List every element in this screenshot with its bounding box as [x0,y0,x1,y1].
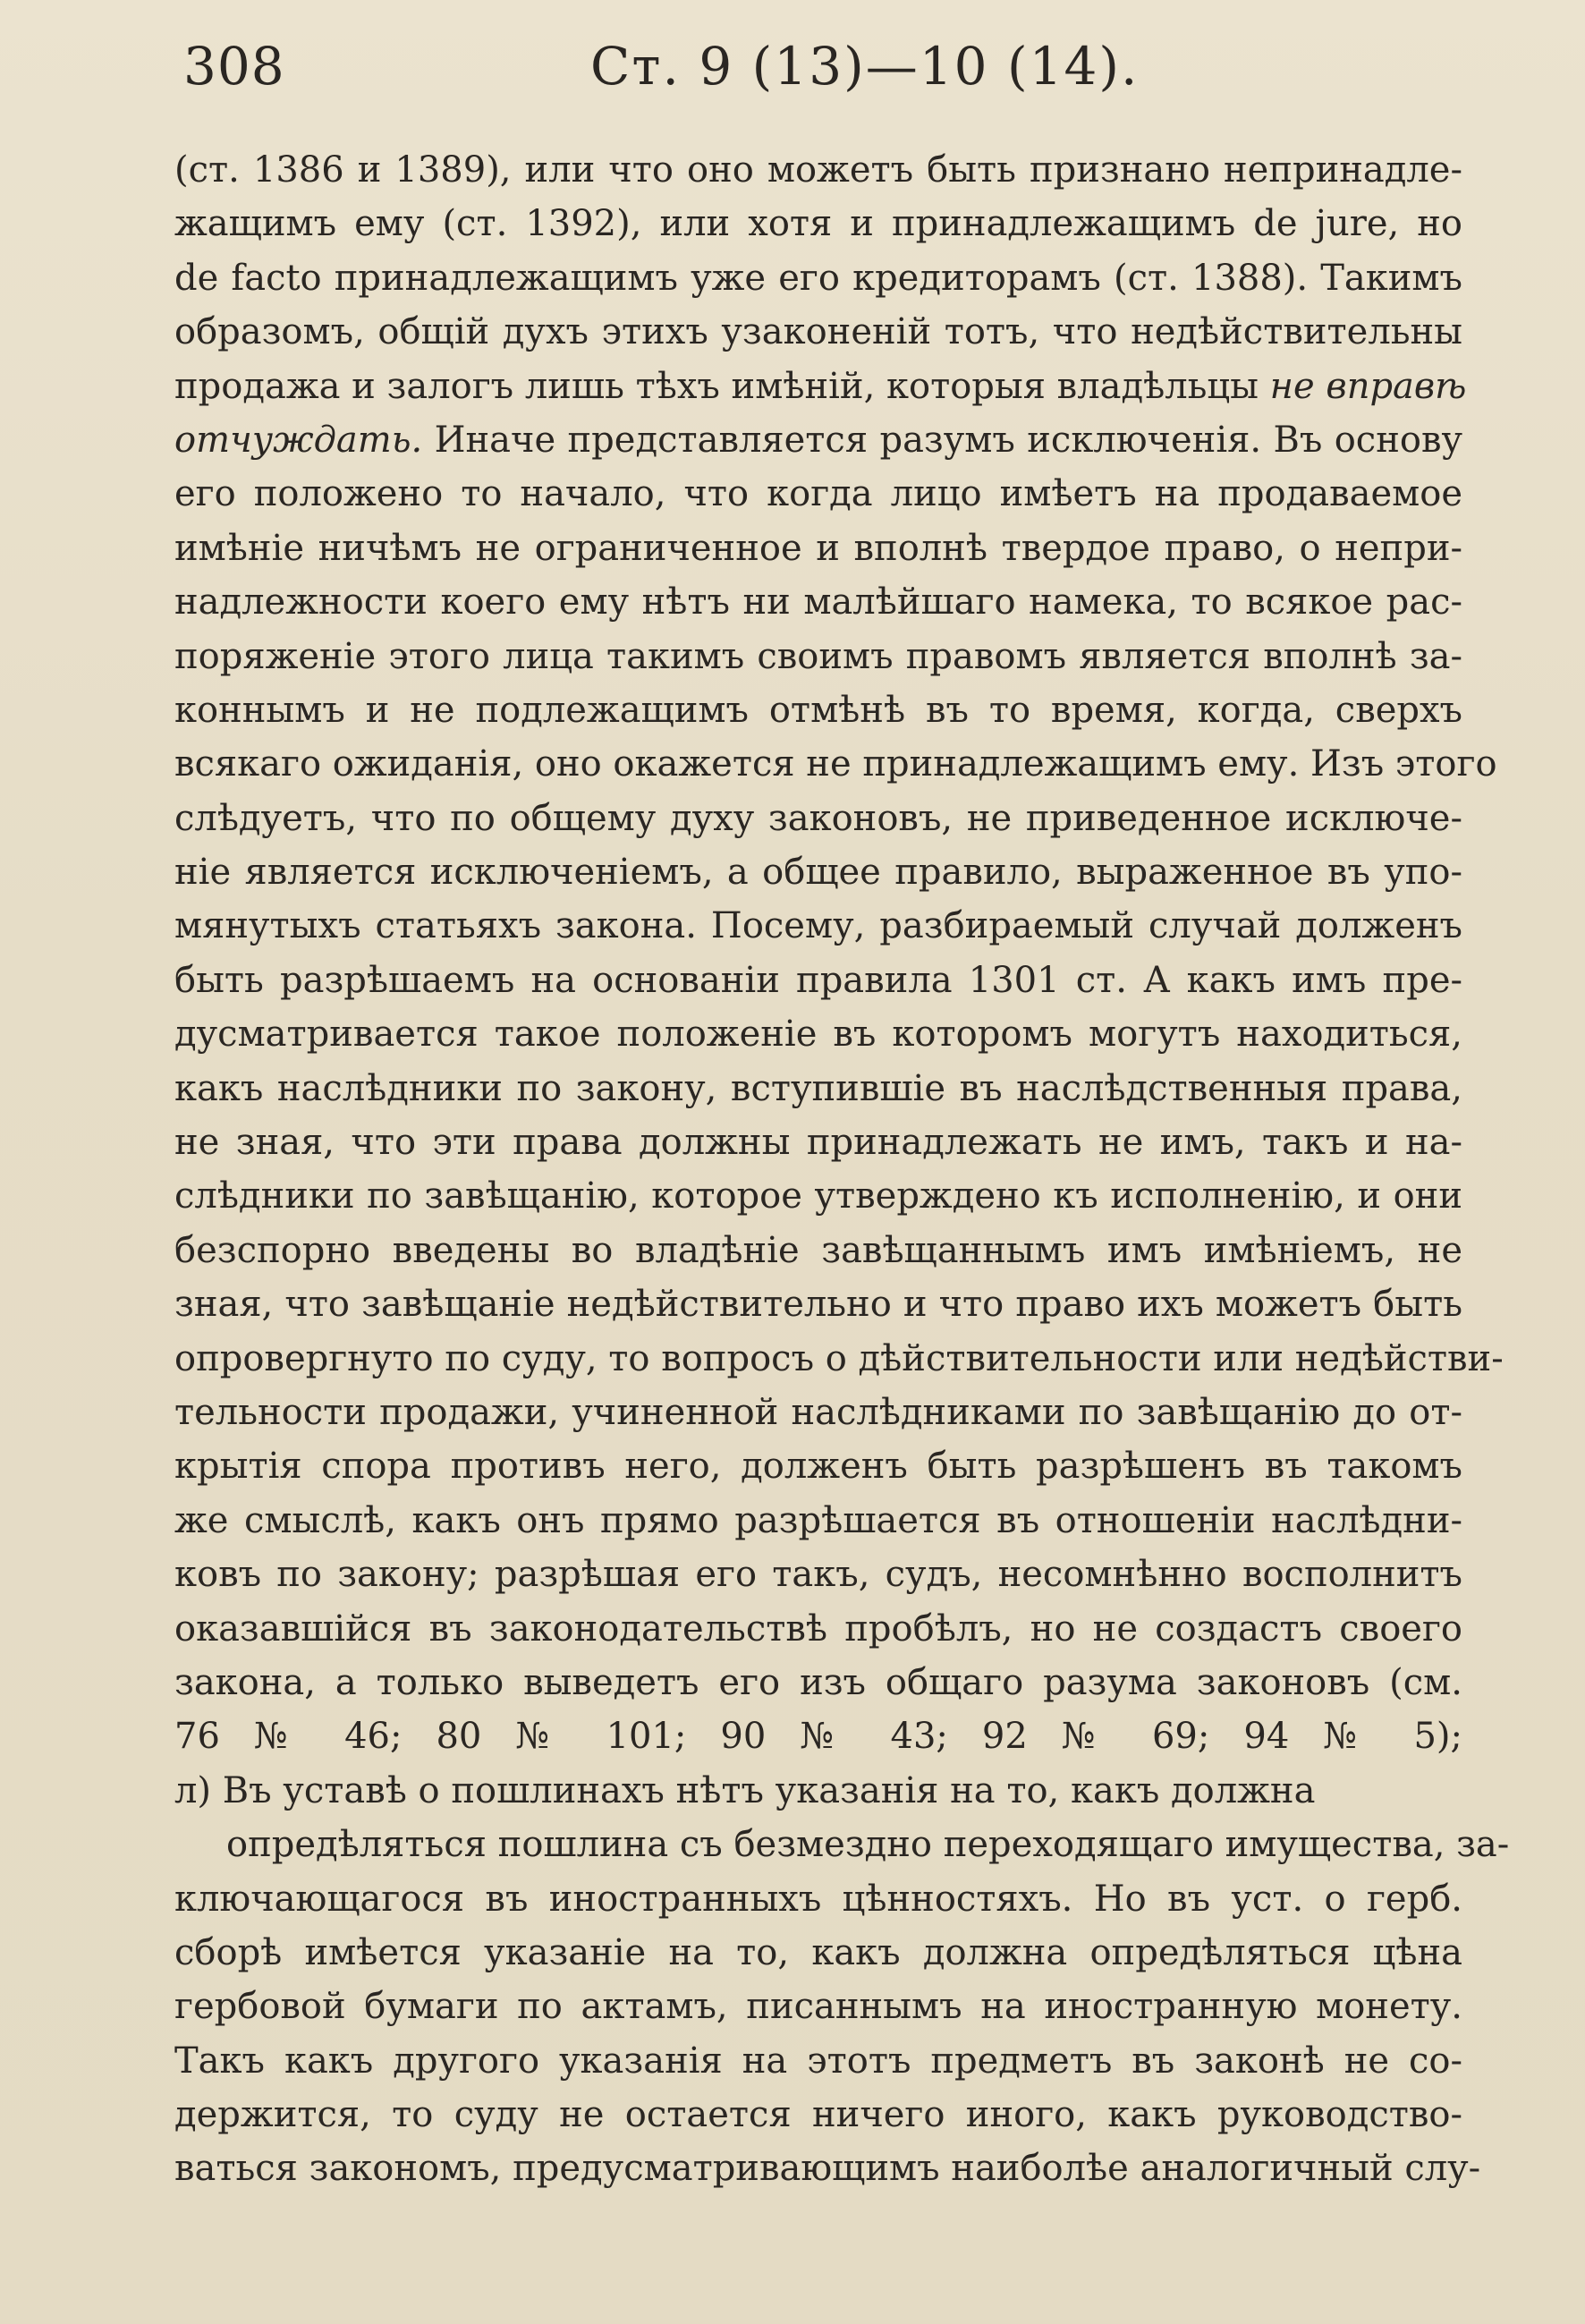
text-segment: продажа и залогъ лишь тѣхъ имѣній, которыя владѣльцы [174,365,1259,407]
text-line: ніе является исключеніемъ, а общее правило, выраженное въ упо- [174,852,1462,894]
text-line: de facto принадлежащимъ уже его кредиторамъ (ст. 1388). Такимъ [174,257,1462,299]
text-line: быть разрѣшаемъ на основаніи правила 1301 ст. А какъ имъ пре- [174,959,1462,1001]
text-line: опровергнуто по суду, то вопросъ о дѣйствительности или недѣйстви- [174,1337,1504,1379]
text-line: ключающагося въ иностранныхъ цѣнностяхъ. Но въ уст. о герб. [174,1878,1462,1920]
text-line: его положено то начало, что когда лицо имѣетъ на продаваемое [174,473,1462,515]
text-line: имѣніе ничѣмъ не ограниченное и вполнѣ твердое право, о непри- [174,527,1462,569]
text-line: опредѣляться пошлина съ безмездно переходящаго имущества, за- [226,1824,1510,1866]
text-line: образомъ, общій духъ этихъ узаконеній тотъ, что недѣйствительны [174,311,1462,353]
text-line: (ст. 1386 и 1389), или что оно можетъ быть признано непринадле- [174,149,1462,191]
italic-phrase: не вправѣ [1269,365,1467,407]
text-line [174,2196,1462,2250]
text-line: ковъ по закону; разрѣшая его такъ, судъ, несомнѣнно восполнитъ [174,1554,1462,1596]
text-line: слѣдники по завѣщанію, которое утверждено къ исполненію, и они [174,1175,1462,1217]
text-line: л) Въ уставѣ о пошлинахъ нѣтъ указанія на то, какъ должна [174,1769,1316,1811]
text-line: 76 № 46; 80 № 101; 90 № 43; 92 № 69; 94 № 5); [174,1716,1462,1758]
text-line: дусматривается такое положеніе въ которомъ могутъ находиться, [174,1014,1462,1056]
text-line: поряженіе этого лица такимъ своимъ правомъ является вполнѣ за- [174,635,1462,677]
text-line: держится, то суду не остается ничего иного, какъ руководство- [174,2094,1462,2136]
italic-phrase: отчуждать. [174,419,423,461]
body-text [174,143,1510,2250]
text-line: жащимъ ему (ст. 1392), или хотя и принадлежащимъ de jure, но [174,203,1462,245]
text-line: какъ наслѣдники по закону, вступившіе въ наслѣдственныя права, [174,1067,1462,1109]
text-line: закона, а только выведетъ его изъ общаго разума законовъ (см. [174,1661,1462,1703]
text-line: слѣдуетъ, что по общему духу законовъ, не приведенное исключе- [174,797,1462,839]
text-segment: Иначе представляется разумъ исключенія. Въ основу [434,419,1463,461]
text-line: ваться закономъ, предусматривающимъ наиболѣе аналогичный слу- [174,2148,1481,2190]
text-line: надлежности коего ему нѣтъ ни малѣйшаго намека, то всякое рас- [174,581,1462,623]
text-line: коннымъ и не подлежащимъ отмѣнѣ въ то время, когда, сверхъ [174,689,1462,731]
text-line: оказавшійся въ законодательствѣ пробѣлъ, но не создастъ своего [174,1607,1462,1650]
text-line: тельности продажи, учиненной наслѣдниками по завѣщанію до от- [174,1391,1462,1433]
text-line: безспорно введены во владѣніе завѣщаннымъ имъ имѣніемъ, не [174,1229,1462,1271]
text-line: зная, что завѣщаніе недѣйствительно и что право ихъ можетъ быть [174,1284,1462,1326]
text-line: Такъ какъ другого указанія на этотъ предметъ въ законѣ не со- [174,2040,1462,2082]
text-line: гербовой бумаги по актамъ, писаннымъ на иностранную монету. [174,1986,1462,2028]
running-head: Ст. 9 (13)—10 (14). [590,36,1140,97]
text-line: крытія спора противъ него, долженъ быть разрѣшенъ въ такомъ [174,1446,1462,1488]
text-line: сборѣ имѣется указаніе на то, какъ должна опредѣляться цѣна [174,1931,1462,1973]
text-line: всякаго ожиданія, оно окажется не принадлежащимъ ему. Изъ этого [174,743,1497,785]
text-line-with-italic [174,413,1462,467]
text-line-with-italic [174,360,1467,413]
text-line: мянутыхъ статьяхъ закона. Посему, разбираемый случай долженъ [174,905,1462,947]
text-line: не зная, что эти права должны принадлежать не имъ, такъ и на- [174,1122,1462,1164]
page-number: 308 [183,36,285,97]
text-line: же смыслѣ, какъ онъ прямо разрѣшается въ отношеніи наслѣдни- [174,1499,1462,1541]
